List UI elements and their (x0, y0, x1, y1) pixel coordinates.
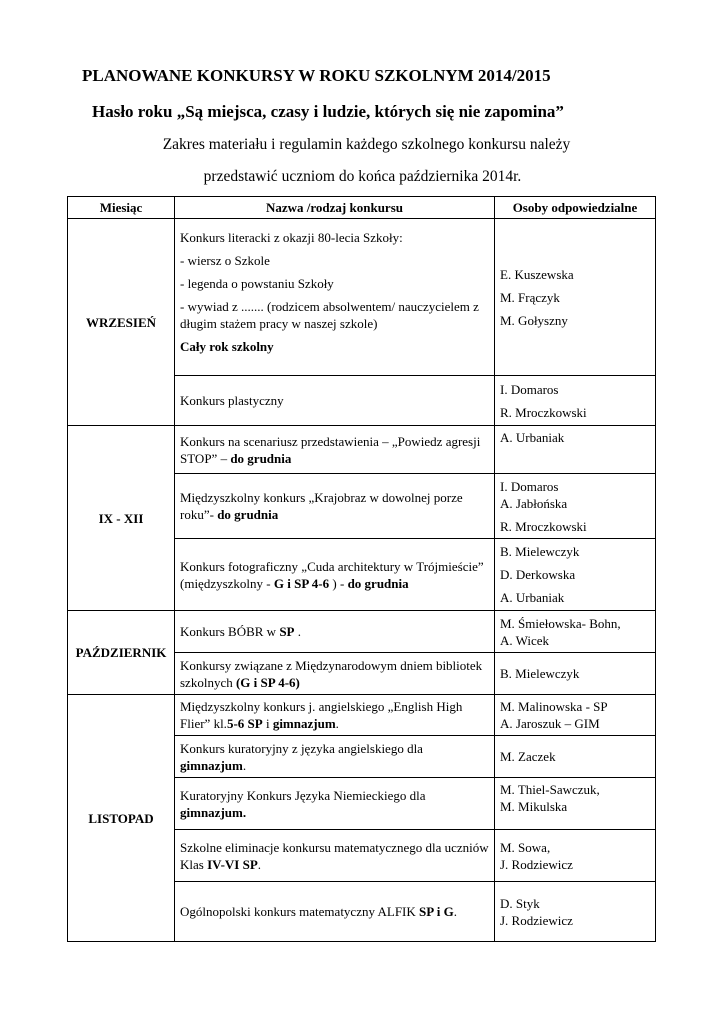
person: M. Sowa, (500, 839, 551, 855)
contest-target: gimnazjum (180, 757, 243, 773)
person: B. Mielewczyk (500, 666, 580, 681)
year-motto: Hasło roku „Są miejsca, czasy i ludzie, których się nie zapomina” (92, 102, 564, 121)
contest-name: ) - (329, 575, 348, 591)
person: D. Styk (500, 895, 540, 911)
contest-cell (175, 426, 495, 474)
persons-cell (495, 778, 656, 830)
contest-name: Międzyszkolny konkurs j. angielskiego „English High Flier” kl. (180, 699, 463, 731)
intro-line-1: Zakres materiału i regulamin każdego szkolnego konkursu należy (162, 136, 571, 153)
person: B. Mielewczyk (500, 544, 580, 559)
person: A. Jaroszuk – GIM (500, 716, 600, 731)
contest-cell (175, 882, 495, 942)
person: E. Kuszewska (500, 266, 574, 282)
persons-cell (495, 736, 656, 778)
contest-target: IV-VI SP (207, 856, 258, 872)
person: A. Jabłońska (500, 495, 568, 511)
persons-cell (495, 426, 656, 474)
contest-cell (175, 611, 495, 653)
person: M. Śmiełowska- Bohn, (500, 615, 621, 631)
contest-line: - wywiad z ....... (rodzicem absolwentem/ nauczycielem z długim stażem pracy w naszej szkole) (180, 299, 479, 331)
contest-cell (175, 653, 495, 695)
person: I. Domaros (500, 478, 559, 494)
person: D. Derkowska (500, 567, 576, 582)
table-row (68, 219, 656, 376)
persons-cell (495, 653, 656, 695)
person: M. Malinowska - SP (500, 699, 608, 714)
contest-name: Konkurs na scenariusz przedstawienia – „Powiedz agresji STOP” – (180, 433, 481, 466)
contest-deadline: do grudnia (217, 507, 279, 522)
intro-line-2: przedstawić uczniom do końca października 2014r. (203, 168, 522, 185)
contest-name: Szkolne eliminacje konkursu matematycznego dla uczniów Klas (180, 839, 489, 872)
person: M. Mikulska (500, 799, 568, 814)
contest-name: Międzyszkolny konkurs „Krajobraz w dowolnej porze roku”- (180, 490, 463, 522)
contest-cell (175, 736, 495, 778)
contest-target: (G i SP 4-6) (235, 674, 300, 690)
person: M. Frączyk (500, 289, 560, 305)
contest-target: G i SP 4-6 (273, 575, 330, 591)
contest-name: Kuratoryjny Konkurs Języka Niemieckiego dla (180, 787, 426, 803)
person: J. Rodziewicz (500, 856, 573, 872)
person: A. Wicek (500, 632, 550, 648)
contest-deadline: do grudnia (347, 575, 409, 591)
person: R. Mroczkowski (500, 404, 587, 420)
person: M. Thiel-Sawczuk, (500, 782, 600, 797)
contest-cell (175, 830, 495, 882)
contest-cell (175, 474, 495, 539)
contest-name: Ogólnopolski konkurs matematyczny ALFIK (180, 904, 420, 919)
persons-cell (495, 376, 656, 426)
contest-name-end: . (335, 716, 339, 731)
column-header-contest: Nazwa /rodzaj konkursu (175, 197, 495, 219)
document-title: PLANOWANE KONKURSY W ROKU SZKOLNYM 2014/2015 (82, 66, 551, 85)
person: M. Gołyszny (500, 312, 568, 328)
column-header-month: Miesiąc (68, 197, 175, 219)
contest-target: gimnazjum. (180, 804, 247, 820)
contest-cell (175, 539, 495, 611)
contest-target: SP (279, 624, 295, 639)
person: R. Mroczkowski (500, 518, 587, 534)
column-header-persons: Osoby odpowiedzialne (495, 197, 656, 219)
contest-target: SP i G (419, 904, 454, 919)
contest-deadline: do grudnia (230, 450, 292, 466)
month-cell: LISTOPAD (68, 695, 175, 942)
month-cell: WRZESIEŃ (68, 219, 175, 426)
contest-line: - legenda o powstaniu Szkoły (180, 276, 334, 291)
table-row (68, 695, 656, 736)
table-row (68, 426, 656, 474)
contest-target: gimnazjum (272, 716, 336, 731)
contest-target: 5-6 SP (226, 716, 263, 731)
persons-cell (495, 882, 656, 942)
contest-name-end: . (257, 856, 262, 872)
contest-cell: Konkurs plastyczny (175, 376, 495, 426)
contest-name-end: . (294, 624, 301, 639)
person: A. Urbaniak (500, 590, 565, 605)
table-row (68, 611, 656, 653)
contest-name-end: . (242, 757, 247, 773)
contest-name: Konkursy związane z Międzynarodowym dniem bibliotek szkolnych (180, 657, 483, 690)
contest-name: i (262, 716, 273, 731)
persons-cell (495, 539, 656, 611)
contest-cell (175, 695, 495, 736)
persons-cell (495, 219, 656, 376)
contest-name: Konkurs kuratoryjny z języka angielskiego dla (180, 740, 423, 756)
month-cell: PAŹDZIERNIK (68, 611, 175, 695)
contest-cell (175, 219, 495, 376)
table-header-row (68, 197, 656, 219)
persons-cell (495, 611, 656, 653)
contest-name-end: . (453, 904, 457, 919)
contests-table (67, 196, 656, 942)
contest-cell (175, 778, 495, 830)
contest-name: Konkurs BÓBR w (180, 624, 280, 639)
contest-line: Konkurs literacki z okazji 80-lecia Szkoły: (180, 230, 403, 245)
person: I. Domaros (500, 381, 559, 397)
contest-deadline: Cały rok szkolny (180, 339, 274, 354)
person: A. Urbaniak (500, 430, 565, 445)
persons-cell (495, 474, 656, 539)
contest-name: Konkurs fotograficzny „Cuda architektury w Trójmieście” (międzyszkolny - (180, 558, 484, 591)
person: M. Zaczek (500, 749, 556, 764)
month-cell: IX - XII (68, 426, 175, 611)
person: J. Rodziewicz (500, 912, 573, 928)
contest-line: - wiersz o Szkole (180, 253, 270, 268)
persons-cell (495, 695, 656, 736)
persons-cell (495, 830, 656, 882)
